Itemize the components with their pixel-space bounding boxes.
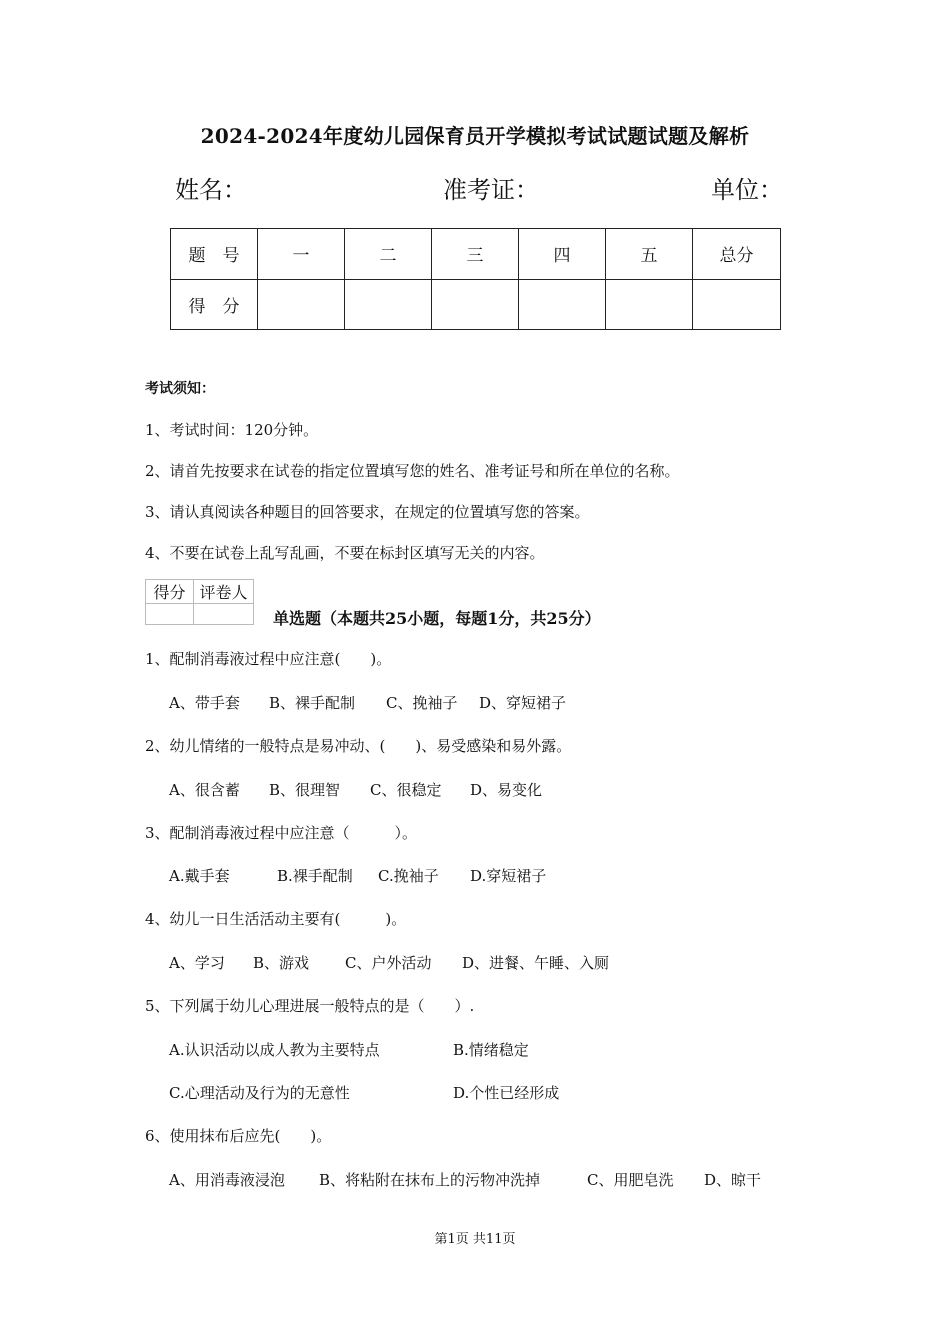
question-stem: 3、配制消毒液过程中应注意（ ）。	[145, 824, 418, 842]
score-table-header-row	[171, 229, 781, 280]
name-field-label: 姓名：	[175, 176, 247, 204]
answer-option: A.戴手套	[169, 867, 230, 885]
grader-score-label: 得分	[146, 580, 194, 604]
answer-option: B.裸手配制	[277, 867, 353, 885]
answer-option: A.认识活动以成人教为主要特点	[169, 1041, 380, 1059]
answer-option: C、户外活动	[345, 954, 432, 972]
score-cell	[432, 279, 519, 330]
question-stem: 1、配制消毒液过程中应注意( )。	[145, 650, 392, 668]
answer-option: A、用消毒液浸泡	[169, 1171, 285, 1189]
question-stem: 2、幼儿情绪的一般特点是易冲动、( )、易受感染和易外露。	[145, 737, 572, 755]
unit-field-label: 单位：	[711, 176, 783, 204]
answer-option: D.穿短裙子	[470, 867, 547, 885]
score-cell	[693, 279, 781, 330]
answer-option: C、用肥皂洗	[587, 1171, 674, 1189]
score-table-score-row	[171, 279, 781, 330]
answer-option: B、游戏	[253, 954, 310, 972]
answer-option: B.情绪稳定	[453, 1041, 529, 1059]
total-header: 总分	[693, 229, 781, 280]
section-3-header: 三	[432, 229, 519, 280]
answer-option: B、将粘附在抹布上的污物冲洗掉	[319, 1171, 541, 1189]
answer-option: C、挽袖子	[386, 694, 458, 712]
exam-number-field-label: 准考证：	[443, 176, 539, 204]
answer-option: B、很理智	[269, 781, 341, 799]
score-row-label: 得 分	[171, 279, 258, 330]
section-2-header: 二	[345, 229, 432, 280]
answer-option: D.个性已经形成	[453, 1084, 560, 1102]
answer-option: D、穿短裙子	[479, 694, 567, 712]
answer-option: D、进餐、午睡、入厕	[462, 954, 610, 972]
section-5-header: 五	[606, 229, 693, 280]
section-title: 单选题（本题共25小题，每题1分，共25分）	[273, 609, 601, 628]
document-title: 2024-2024年度幼儿园保育员开学模拟考试试题试题及解析	[200, 124, 750, 148]
page-number-footer: 第1页 共11页	[434, 1232, 516, 1247]
score-cell	[258, 279, 345, 330]
answer-option: D、晾干	[704, 1171, 762, 1189]
answer-option: C.挽袖子	[378, 867, 439, 885]
answer-option: B、裸手配制	[269, 694, 356, 712]
grader-score-cell	[146, 604, 194, 625]
section-1-header: 一	[258, 229, 345, 280]
notice-item: 1、考试时间：120分钟。	[145, 421, 319, 439]
score-cell	[606, 279, 693, 330]
answer-option: A、学习	[169, 954, 225, 972]
section-4-header: 四	[519, 229, 606, 280]
question-stem: 6、使用抹布后应先( )。	[145, 1127, 332, 1145]
question-number-header: 题 号	[171, 229, 258, 280]
score-table	[170, 228, 781, 330]
answer-option: A、很含蓄	[169, 781, 240, 799]
question-stem: 4、幼儿一日生活活动主要有( )。	[145, 910, 407, 928]
notice-item: 3、请认真阅读各种题目的回答要求，在规定的位置填写您的答案。	[145, 503, 590, 521]
grader-name-label: 评卷人	[194, 580, 254, 604]
notice-title: 考试须知：	[145, 381, 215, 397]
grader-box	[145, 579, 254, 625]
answer-option: C.心理活动及行为的无意性	[169, 1084, 350, 1102]
grader-name-cell	[194, 604, 254, 625]
answer-option: C、很稳定	[370, 781, 442, 799]
question-stem: 5、下列属于幼儿心理进展一般特点的是（ ）.	[145, 997, 475, 1015]
score-cell	[519, 279, 606, 330]
answer-option: A、带手套	[169, 694, 240, 712]
notice-item: 2、请首先按要求在试卷的指定位置填写您的姓名、准考证号和所在单位的名称。	[145, 462, 680, 480]
score-cell	[345, 279, 432, 330]
answer-option: D、易变化	[470, 781, 543, 799]
notice-item: 4、不要在试卷上乱写乱画，不要在标封区填写无关的内容。	[145, 544, 545, 562]
